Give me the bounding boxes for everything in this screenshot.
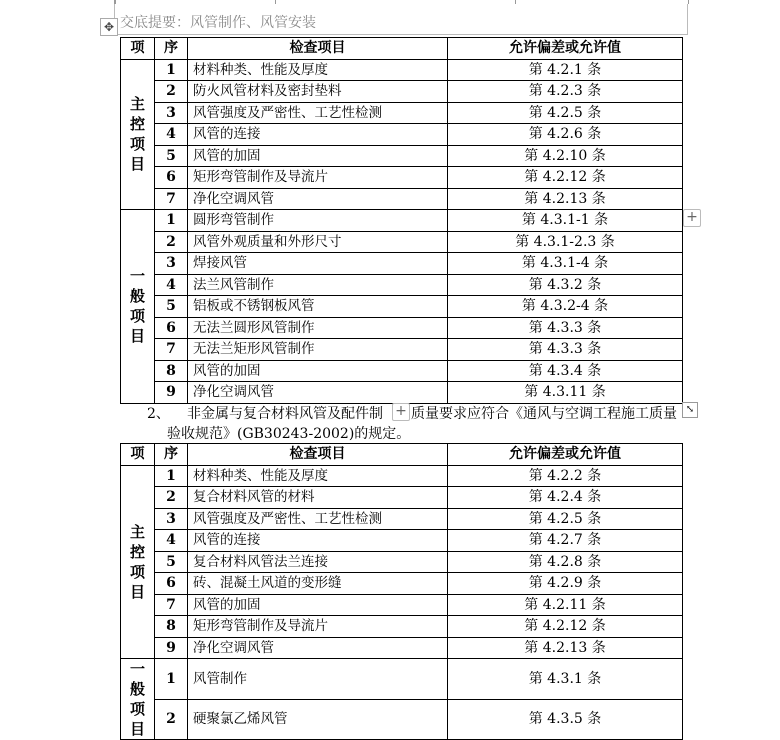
row-item: 复合材料风管法兰连接 <box>188 551 448 573</box>
row-item: 风管的连接 <box>188 124 448 146</box>
group-general: 一 般 项 目 <box>121 210 155 404</box>
row-item: 焊接风管 <box>188 253 448 275</box>
table-row <box>121 594 683 616</box>
row-seq: 1 <box>155 659 188 700</box>
row-item: 材料种类、性能及厚度 <box>188 465 448 487</box>
row-seq: 2 <box>155 699 188 740</box>
col-group-header: 项 <box>121 38 155 60</box>
table-row <box>121 551 683 573</box>
table-row <box>121 296 683 318</box>
row-item: 风管制作 <box>188 659 448 700</box>
row-seq: 9 <box>155 637 188 659</box>
col-value-header: 允许偏差或允许值 <box>448 38 683 60</box>
row-seq: 3 <box>155 253 188 275</box>
row-seq: 5 <box>155 145 188 167</box>
row-seq: 3 <box>155 102 188 124</box>
table-row <box>121 102 683 124</box>
row-seq: 5 <box>155 296 188 318</box>
row-seq: 7 <box>155 339 188 361</box>
row-value: 第 4.3.3 条 <box>448 317 683 339</box>
group-main-control: 主 控 项 目 <box>121 59 155 210</box>
table-row <box>121 382 683 404</box>
row-item: 防火风管材料及密封垫料 <box>188 81 448 103</box>
row-item: 砖、混凝土风道的变形缝 <box>188 573 448 595</box>
row-value: 第 4.3.2 条 <box>448 274 683 296</box>
table-header-row <box>121 38 683 60</box>
paragraph-line1-a: 非金属与复合材料风管及配件制 <box>187 406 383 422</box>
row-seq: 1 <box>155 59 188 81</box>
row-item: 法兰风管制作 <box>188 274 448 296</box>
row-seq: 7 <box>155 188 188 210</box>
row-seq: 9 <box>155 382 188 404</box>
row-value: 第 4.2.6 条 <box>448 124 683 146</box>
inspection-table-1 <box>120 37 683 404</box>
row-item: 风管的加固 <box>188 145 448 167</box>
row-value: 第 4.2.1 条 <box>448 59 683 81</box>
table-row <box>121 530 683 552</box>
paragraph-number: 2、 <box>147 406 170 422</box>
table-row <box>121 188 683 210</box>
table-header-row <box>121 444 683 466</box>
table-row <box>121 616 683 638</box>
row-seq: 4 <box>155 530 188 552</box>
row-value: 第 4.3.1-2.3 条 <box>448 231 683 253</box>
row-seq: 8 <box>155 616 188 638</box>
row-value: 第 4.2.5 条 <box>448 508 683 530</box>
row-item: 风管的加固 <box>188 594 448 616</box>
row-seq: 1 <box>155 210 188 232</box>
row-item: 风管强度及严密性、工艺性检测 <box>188 102 448 124</box>
row-value: 第 4.3.5 条 <box>448 699 683 740</box>
table-row <box>121 317 683 339</box>
table-move-handle-icon[interactable]: ✥ <box>100 18 118 36</box>
col-seq-header: 序 <box>155 38 188 60</box>
table-row <box>121 231 683 253</box>
row-value: 第 4.3.11 条 <box>448 382 683 404</box>
row-value: 第 4.2.5 条 <box>448 102 683 124</box>
table-row <box>121 699 683 740</box>
row-item: 风管的加固 <box>188 360 448 382</box>
row-seq: 4 <box>155 124 188 146</box>
group-general: 一 般 项 目 <box>121 659 155 740</box>
row-value: 第 4.2.9 条 <box>448 573 683 595</box>
col-item-header: 检查项目 <box>188 444 448 466</box>
row-value: 第 4.3.1-1 条 <box>448 210 683 232</box>
row-value: 第 4.2.11 条 <box>448 594 683 616</box>
cell-divider <box>688 0 689 4</box>
row-seq: 2 <box>155 81 188 103</box>
row-item: 净化空调风管 <box>188 637 448 659</box>
table-row <box>121 360 683 382</box>
row-item: 无法兰矩形风管制作 <box>188 339 448 361</box>
row-value: 第 4.3.1-4 条 <box>448 253 683 275</box>
row-seq: 3 <box>155 508 188 530</box>
table-resize-handle-icon[interactable]: ⤡ <box>682 402 698 418</box>
row-item: 矩形弯管制作及导流片 <box>188 616 448 638</box>
row-value: 第 4.2.12 条 <box>448 616 683 638</box>
col-value-header: 允许偏差或允许值 <box>448 444 683 466</box>
row-seq: 7 <box>155 594 188 616</box>
row-value: 第 4.2.4 条 <box>448 487 683 509</box>
row-seq: 2 <box>155 231 188 253</box>
row-seq: 6 <box>155 573 188 595</box>
row-item: 风管强度及严密性、工艺性检测 <box>188 508 448 530</box>
row-value: 第 4.3.4 条 <box>448 360 683 382</box>
row-seq: 1 <box>155 465 188 487</box>
table-row <box>121 124 683 146</box>
row-seq: 6 <box>155 317 188 339</box>
row-value: 第 4.3.2-4 条 <box>448 296 683 318</box>
col-item-header: 检查项目 <box>188 38 448 60</box>
row-value: 第 4.3.1 条 <box>448 659 683 700</box>
table-row <box>121 210 683 232</box>
row-item: 复合材料风管的材料 <box>188 487 448 509</box>
row-value: 第 4.2.13 条 <box>448 637 683 659</box>
row-item: 铝板或不锈钢板风管 <box>188 296 448 318</box>
paragraph-line1-b: 质量要求应符合《通风与空调工程施工质量 <box>411 406 677 422</box>
table-row <box>121 81 683 103</box>
table-row <box>121 508 683 530</box>
row-seq: 2 <box>155 487 188 509</box>
table-row <box>121 274 683 296</box>
row-item: 净化空调风管 <box>188 382 448 404</box>
row-item: 无法兰圆形风管制作 <box>188 317 448 339</box>
paragraph-line2: 验收规范》(GB30243-2002)的规定。 <box>167 426 411 442</box>
table-row <box>121 167 683 189</box>
row-value: 第 4.3.3 条 <box>448 339 683 361</box>
row-seq: 5 <box>155 551 188 573</box>
col-group-header: 项 <box>121 444 155 466</box>
row-item: 矩形弯管制作及导流片 <box>188 167 448 189</box>
row-item: 材料种类、性能及厚度 <box>188 59 448 81</box>
table-row <box>121 573 683 595</box>
table-row <box>121 637 683 659</box>
add-row-button[interactable]: + <box>392 403 410 421</box>
table-row <box>121 465 683 487</box>
inspection-table-2 <box>120 443 683 740</box>
row-item: 硬聚氯乙烯风管 <box>188 699 448 740</box>
row-item: 圆形弯管制作 <box>188 210 448 232</box>
table-row <box>121 145 683 167</box>
row-item: 风管外观质量和外形尺寸 <box>188 231 448 253</box>
col-seq-header: 序 <box>155 444 188 466</box>
row-item: 净化空调风管 <box>188 188 448 210</box>
table-row <box>121 487 683 509</box>
row-seq: 6 <box>155 167 188 189</box>
row-value: 第 4.2.10 条 <box>448 145 683 167</box>
table-row <box>121 339 683 361</box>
row-value: 第 4.2.12 条 <box>448 167 683 189</box>
header-title: 交底提要：风管制作、风管安装 <box>120 15 316 31</box>
row-item: 风管的连接 <box>188 530 448 552</box>
row-seq: 4 <box>155 274 188 296</box>
row-value: 第 4.2.8 条 <box>448 551 683 573</box>
add-column-button[interactable]: + <box>683 209 701 227</box>
row-seq: 8 <box>155 360 188 382</box>
table-row <box>121 659 683 700</box>
row-value: 第 4.2.2 条 <box>448 465 683 487</box>
table-row <box>121 59 683 81</box>
row-value: 第 4.2.3 条 <box>448 81 683 103</box>
row-value: 第 4.2.13 条 <box>448 188 683 210</box>
table-row <box>121 253 683 275</box>
row-value: 第 4.2.7 条 <box>448 530 683 552</box>
group-main-control: 主 控 项 目 <box>121 465 155 659</box>
